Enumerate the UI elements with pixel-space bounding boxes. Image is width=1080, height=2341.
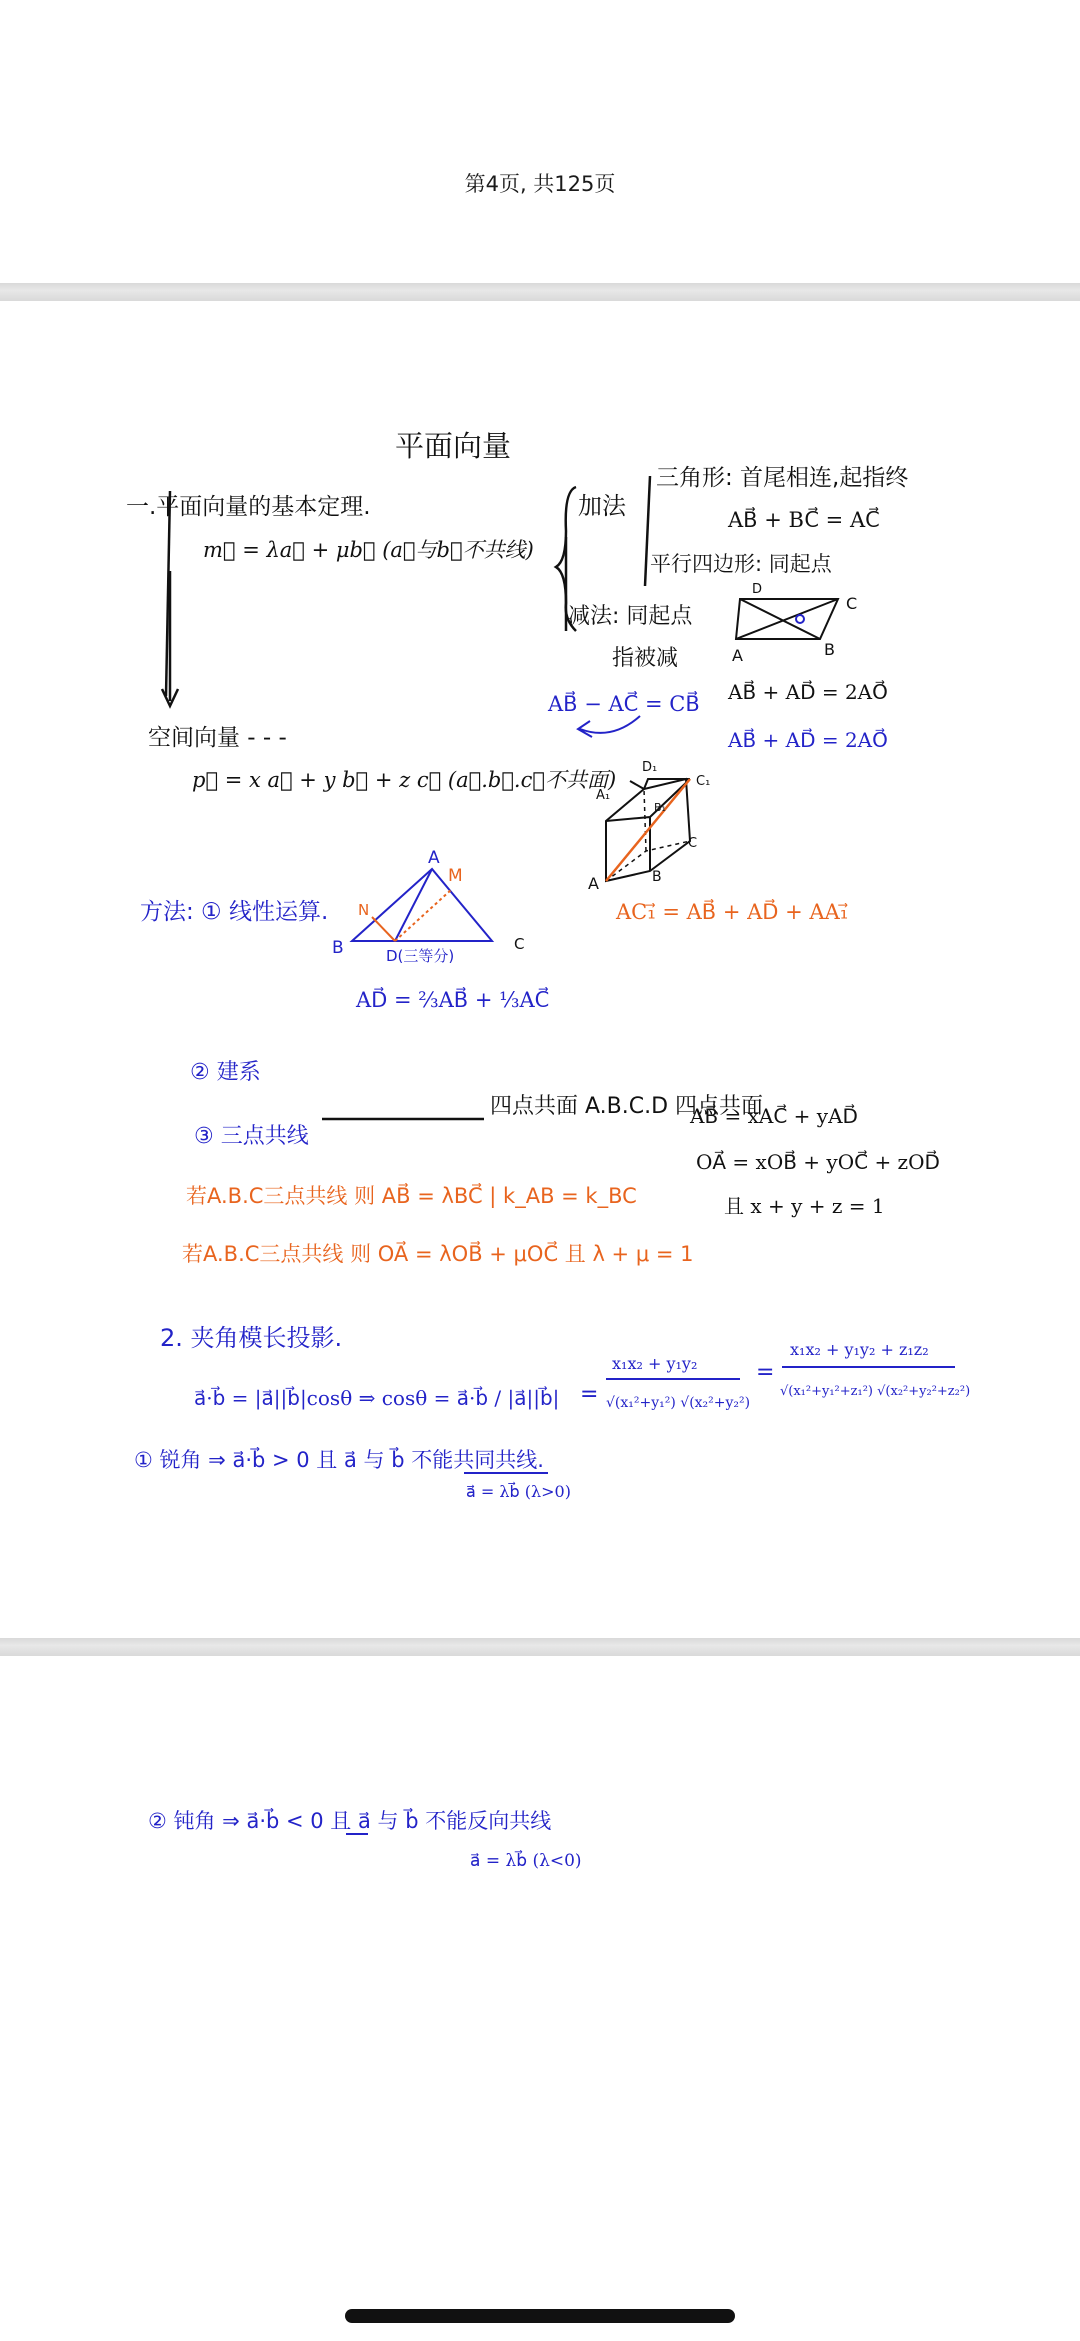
section1-formula: m⃗ = λa⃗ + μb⃗ (a⃗与b⃗不共线)	[203, 538, 534, 562]
tri-label-d: D(三等分)	[386, 947, 455, 965]
acute-sub: a⃗ = λb⃗ (λ>0)	[466, 1482, 571, 1501]
subtraction-example: AB⃗ − AC⃗ = CB⃗	[548, 692, 700, 716]
cube-label-d1: D₁	[642, 760, 658, 775]
cube-label-c: C	[688, 836, 698, 851]
para-eq2: AB⃗ + AD⃗ = 2AO⃗	[728, 728, 888, 752]
build-label: ② 建系	[190, 1060, 261, 1085]
notes-page-4[interactable]	[0, 301, 1080, 1638]
collinear-condition-2: 若A.B.C三点共线 则 OA⃗ = λOB⃗ + μOC⃗ 且 λ + μ = 1	[182, 1242, 694, 1266]
addition-label: 加法	[578, 492, 626, 520]
obtuse-rule: ② 钝角 ⇒ a⃗·b⃗ < 0 且 a⃗ 与 b⃗ 不能反向共线	[148, 1809, 552, 1833]
home-indicator[interactable]	[345, 2309, 735, 2323]
triangle-figure	[352, 869, 492, 941]
frac3-numerator: x₁x₂ + y₁y₂ + z₁z₂	[790, 1340, 929, 1359]
section2-title: 2. 夹角模长投影.	[160, 1324, 343, 1352]
cube-eq: AC₁⃗ = AB⃗ + AD⃗ + AA₁⃗	[616, 900, 849, 924]
cube-label-c1: C₁	[696, 774, 711, 789]
cube-label-b1: B₁	[654, 801, 666, 814]
section1-title: 一.平面向量的基本定理.	[126, 494, 371, 520]
down-arrow	[162, 571, 178, 706]
equals-sign-2: =	[756, 1360, 775, 1385]
para-label-a: A	[732, 646, 743, 665]
parallelogram-rule: 平行四边形: 同起点	[650, 552, 832, 576]
notes-title: 平面向量	[395, 429, 512, 463]
para-eq1: AB⃗ + AD⃗ = 2AO⃗	[728, 680, 888, 704]
acute-rule: ① 锐角 ⇒ a⃗·b⃗ > 0 且 a⃗ 与 b⃗ 不能共同共线.	[134, 1448, 544, 1472]
para-label-b: B	[824, 640, 835, 659]
parallelogram-figure	[736, 599, 838, 639]
dot-formula: a⃗·b⃗ = |a⃗||b⃗|cosθ ⇒ cosθ = a⃗·b⃗ / |a⃗||b⃗|	[194, 1386, 560, 1410]
tri-label-c: C	[514, 935, 525, 953]
page-separator	[0, 1638, 1080, 1656]
cube-label-a: A	[588, 874, 599, 893]
frac3-denominator: √(x₁²+y₁²+z₁²) √(x₂²+y₂²+z₂²)	[780, 1384, 971, 1399]
subtraction-rule2: 指被减	[612, 646, 679, 671]
para-label-c: C	[846, 594, 858, 613]
tri-label-m: M	[448, 866, 463, 886]
notes-page-5[interactable]	[0, 1656, 1080, 2341]
tri-label-b: B	[332, 938, 344, 958]
collinear-label: ③ 三点共线	[194, 1124, 309, 1149]
page-separator	[0, 283, 1080, 301]
coplanar-condition: 且 x + y + z = 1	[724, 1194, 885, 1218]
frac2-denominator: √(x₁²+y₁²) √(x₂²+y₂²)	[606, 1395, 751, 1411]
subtraction-curve-arrow	[578, 716, 640, 737]
handwritten-notes-canvas-2	[0, 1656, 1080, 2341]
equals-sign-1: =	[580, 1382, 599, 1407]
subtraction-rule: 减法: 同起点	[568, 604, 693, 629]
triangle-example: AB⃗ + BC⃗ = AC⃗	[728, 508, 880, 532]
collinear-condition-1: 若A.B.C三点共线 则 AB⃗ = λBC⃗ | k_AB = k_BC	[186, 1184, 637, 1208]
tri-label-a: A	[428, 848, 440, 868]
coplanar-label: 四点共面 A.B.C.D 四点共面	[490, 1094, 764, 1119]
space-formula: p⃗ = x a⃗ + y b⃗ + z c⃗ (a⃗.b⃗.c⃗不共面)	[192, 768, 617, 792]
cube-diagonal	[606, 779, 690, 881]
page-indicator: 第4页, 共125页	[464, 172, 616, 196]
parallelogram-center	[796, 615, 804, 623]
obtuse-sub: a⃗ = λb⃗ (λ<0)	[470, 1851, 582, 1871]
method-label: 方法: ① 线性运算.	[140, 899, 329, 925]
tri-label-n: N	[358, 901, 370, 919]
triangle-eq: AD⃗ = ⅔AB⃗ + ⅓AC⃗	[356, 988, 550, 1012]
space-title: 空间向量 - - -	[148, 725, 287, 751]
coplanar-eq1: AB⃗ = xAC⃗ + yAD⃗	[690, 1104, 858, 1128]
frac2-numerator: x₁x₂ + y₁y₂	[612, 1354, 698, 1373]
cube-label-a1: A₁	[596, 788, 611, 803]
handwritten-notes-canvas	[0, 301, 1080, 1638]
triangle-rule: 三角形: 首尾相连,起指终	[656, 465, 909, 491]
para-label-d: D	[752, 582, 763, 597]
coplanar-eq2: OA⃗ = xOB⃗ + yOC⃗ + zOD⃗	[696, 1150, 940, 1174]
cube-label-b: B	[652, 869, 662, 885]
